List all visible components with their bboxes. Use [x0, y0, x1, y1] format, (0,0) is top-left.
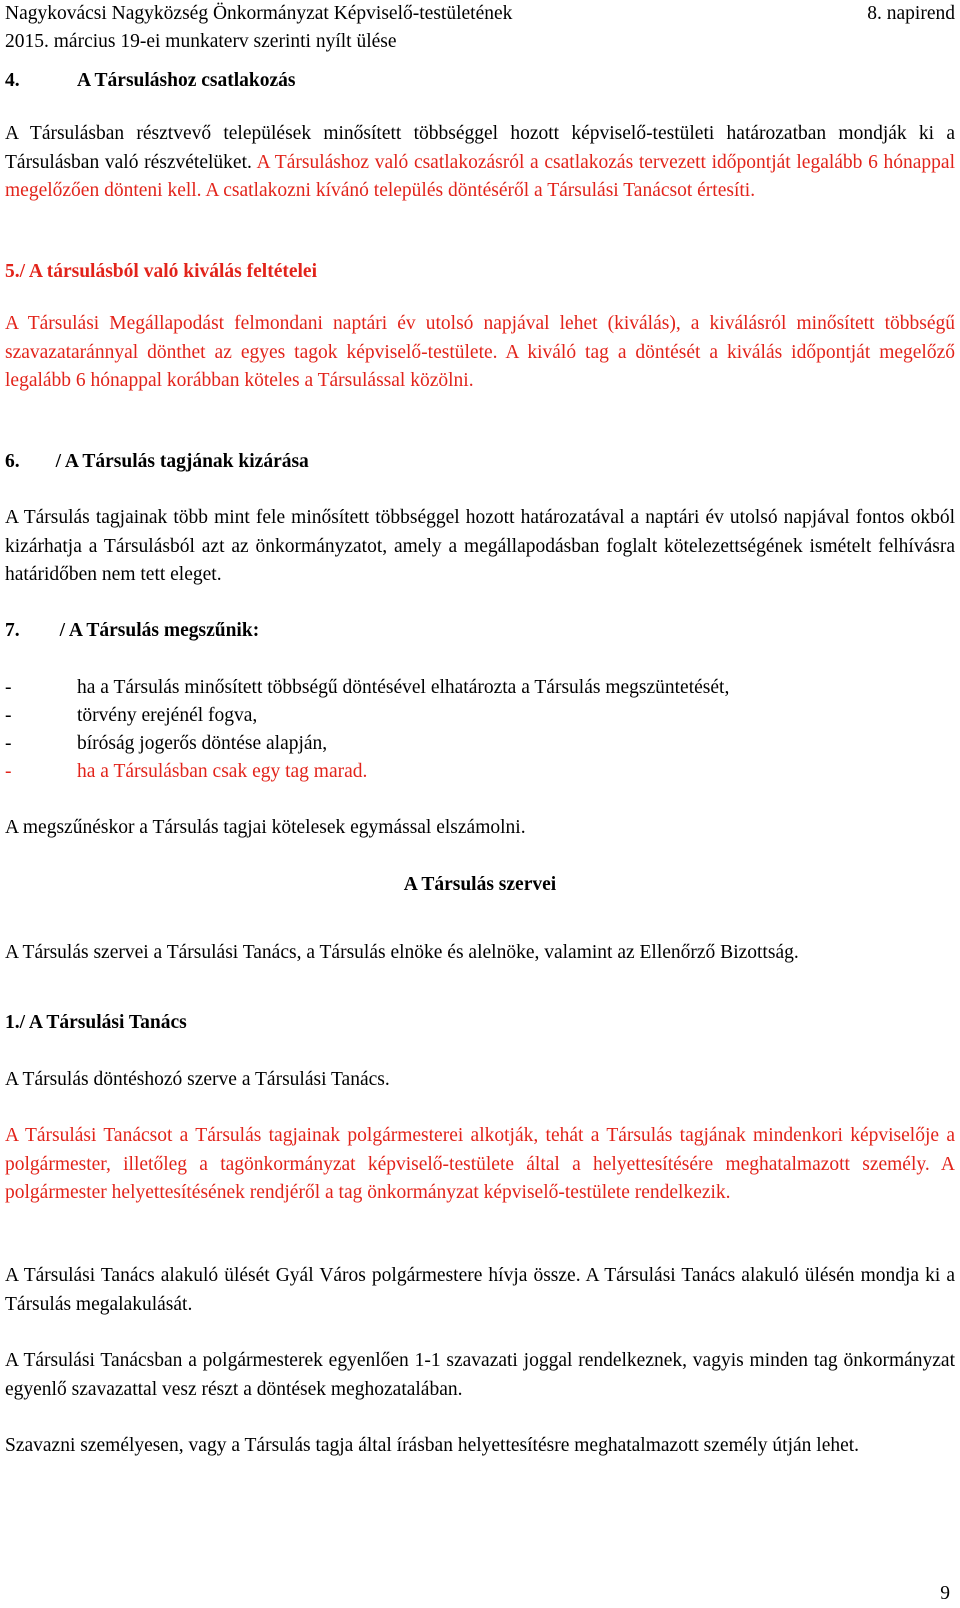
section-7-number: 7.	[5, 620, 20, 641]
section-4-text-red: A Társuláshoz való csatlakozásról a csatlakozás tervezett időpontját legalább 6 hónappal megelőzően dönteni kell. A csatlakozni kívánó település döntéséről a Társulási Tanácsot értesíti.	[5, 151, 955, 201]
subsection-1-paragraph-1: A Társulás döntéshozó szerve a Társulási Tanács.	[5, 1069, 390, 1090]
section-4-text-black: A Társulásban résztvevő települések minősített többséggel hozott képviselő-testületi határozatban mondják ki a Társulásban való részvételüket.	[5, 123, 955, 173]
subsection-1-heading: 1./ A Társulási Tanács	[5, 1012, 187, 1033]
section-5-heading	[5, 258, 955, 287]
document-page	[5, 0, 955, 1608]
subsection-1-paragraph-4: A Társulási Tanácsban a polgármesterek egyenlően 1-1 szavazati joggal rendelkeznek, vagyis minden tag önkormányzat egyenlő szavazattal vesz részt a döntések meghozatalában.	[5, 1350, 955, 1400]
section-7-closing: A megszűnéskor a Társulás tagjai kötelesek egymással elszámolni.	[5, 817, 526, 838]
header-line-1	[5, 0, 955, 28]
section-6-number: 6.	[5, 451, 20, 472]
section-4-heading	[5, 67, 955, 96]
section-5-title: / A társulásból való kiválás feltételei	[19, 261, 317, 282]
organs-intro: A Társulás szervei a Társulási Tanács, a Társulás elnöke és alelnöke, valamint az Ellenőrző Bizottság.	[5, 942, 799, 963]
agenda-item-label: 8. napirend	[867, 3, 955, 24]
section-4-paragraph	[5, 120, 955, 206]
list-dash: -	[5, 761, 12, 782]
subsection-1-paragraph-5: Szavazni személyesen, vagy a Társulás tagja által írásban helyettesítésre meghatalmazott személy útján lehet.	[5, 1435, 860, 1456]
list-item-text: ha a Társulás minősített többségű döntésével elhatározta a Társulás megszüntetését,	[77, 677, 730, 698]
list-item-text: törvény erejénél fogva,	[77, 705, 258, 726]
subsection-1-paragraph-2: A Társulási Tanácsot a Társulás tagjainak polgármesterei alkotják, tehát a Társulás tagjának mindenkori képviselője a polgármester, illetőleg a tagönkormányzat képviselő-testülete által a helyettesítésére meghatalmazott személy. A polgármester helyettesítésének rendjéről a tag önkormányzat képviselő-testülete rendelkezik.	[5, 1125, 955, 1203]
list-dash: -	[5, 705, 12, 726]
section-6-heading	[5, 448, 955, 477]
section-7-heading	[5, 617, 955, 646]
section-5-paragraph: A Társulási Megállapodást felmondani naptári év utolsó napjával lehet (kiválás), a kiválásról minősített többségű szavazataránnyal dönthet az egyes tagok képviselő-testülete. A kiváló tag a döntését a kiválás időpontját megelőző legalább 6 hónappal korábban köteles a Társulással közölni.	[5, 313, 955, 391]
section-4-title: A Társuláshoz csatlakozás	[77, 70, 296, 91]
section-7-title: / A Társulás megszűnik:	[59, 620, 260, 641]
header-line-2: 2015. március 19-ei munkaterv szerinti nyílt ülése	[5, 31, 397, 52]
page-number: 9	[940, 1583, 950, 1604]
section-4-number: 4.	[5, 70, 20, 91]
list-item-text: bíróság jogerős döntése alapján,	[77, 733, 328, 754]
list-dash: -	[5, 733, 12, 754]
section-5-number: 5.	[5, 261, 20, 282]
header-institution: Nagykovácsi Nagyközség Önkormányzat Képviselő-testületének	[5, 3, 513, 24]
section-6-title: / A Társulás tagjának kizárása	[55, 451, 309, 472]
organs-heading: A Társulás szervei	[403, 874, 557, 895]
list-dash: -	[5, 677, 12, 698]
list-item-text: ha a Társulásban csak egy tag marad.	[77, 761, 368, 782]
subsection-1-paragraph-3: A Társulási Tanács alakuló ülését Gyál Város polgármestere hívja össze. A Társulási Tanács alakuló ülésén mondja ki a Társulás megalakulását.	[5, 1265, 955, 1315]
section-6-paragraph: A Társulás tagjainak több mint fele minősített többséggel hozott határozatával a naptári év utolsó napjával fontos okból kizárhatja a Társulásból azt az önkormányzatot, amely a megállapodásban foglalt kötelezettségének ismételt felhívásra határidőben nem tett eleget.	[5, 507, 955, 585]
